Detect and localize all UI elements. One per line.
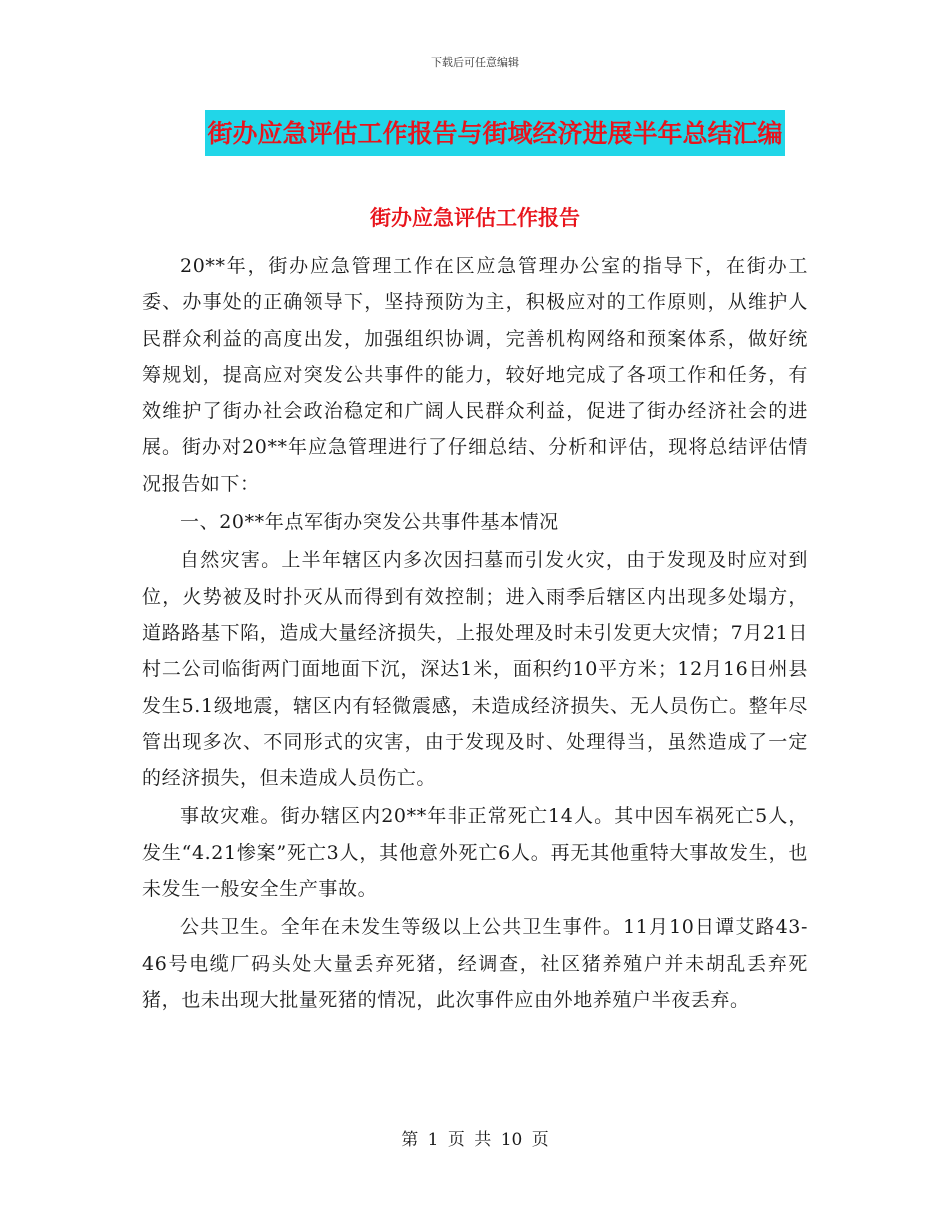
document-title-container [0,110,950,156]
document-body [142,248,808,1020]
page-header-note: 下载后可任意编辑 [431,56,519,69]
paragraph-intro: 20**年，街办应急管理工作在区应急管理办公室的指导下，在街办工委、办事处的正确领导下，坚持预防为主，积极应对的工作原则，从维护人民群众利益的高度出发，加强组织协调，完善机构网络和预案体系，做好统筹规划，提高应对突发公共事件的能力，较好地完成了各项工作和任务，有效维护了街办社会政治稳定和广阔人民群众利益，促进了街办经济社会的进展。街办对20**年应急管理进行了仔细总结、分析和评估，现将总结评估情况报告如下： [142,255,808,495]
document-title: 街办应急评估工作报告与街域经济进展半年总结汇编 [205,110,784,156]
paragraph-accidents: 事故灾难。街办辖区内20**年非正常死亡14人。其中因车祸死亡5人，发生“4.21惨案”死亡3人，其他意外死亡6人。再无其他重特大事故发生，也未发生一般安全生产事故。 [142,805,808,901]
page-number-footer: 第 1 页 共 10 页 [401,1130,549,1150]
paragraph-public-health: 公共卫生。全年在未发生等级以上公共卫生事件。11月10日谭艾路43-46号电缆厂码头处大量丢弃死猪，经调查，社区猪养殖户并未胡乱丢弃死猪，也未出现大批量死猪的情况，此次事件应由外地养殖户半夜丢弃。 [142,916,808,1011]
section-title: 街办应急评估工作报告 [370,206,580,230]
paragraph-heading-1: 一、20**年点军街办突发公共事件基本情况 [180,511,559,534]
paragraph-natural-disasters: 自然灾害。上半年辖区内多次因扫墓而引发火灾，由于发现及时应对到位，火势被及时扑灭从而得到有效控制；进入雨季后辖区内出现多处塌方，道路路基下陷，造成大量经济损失，上报处理及时未引发更大灾情；7月21日村二公司临街两门面地面下沉，深达1米，面积约10平方米；12月16日州县发生5.1级地震，辖区内有轻微震感，未造成经济损失、无人员伤亡。整年尽管出现多次、不同形式的灾害，由于发现及时、处理得当，虽然造成了一定的经济损失，但未造成人员伤亡。 [142,549,808,790]
